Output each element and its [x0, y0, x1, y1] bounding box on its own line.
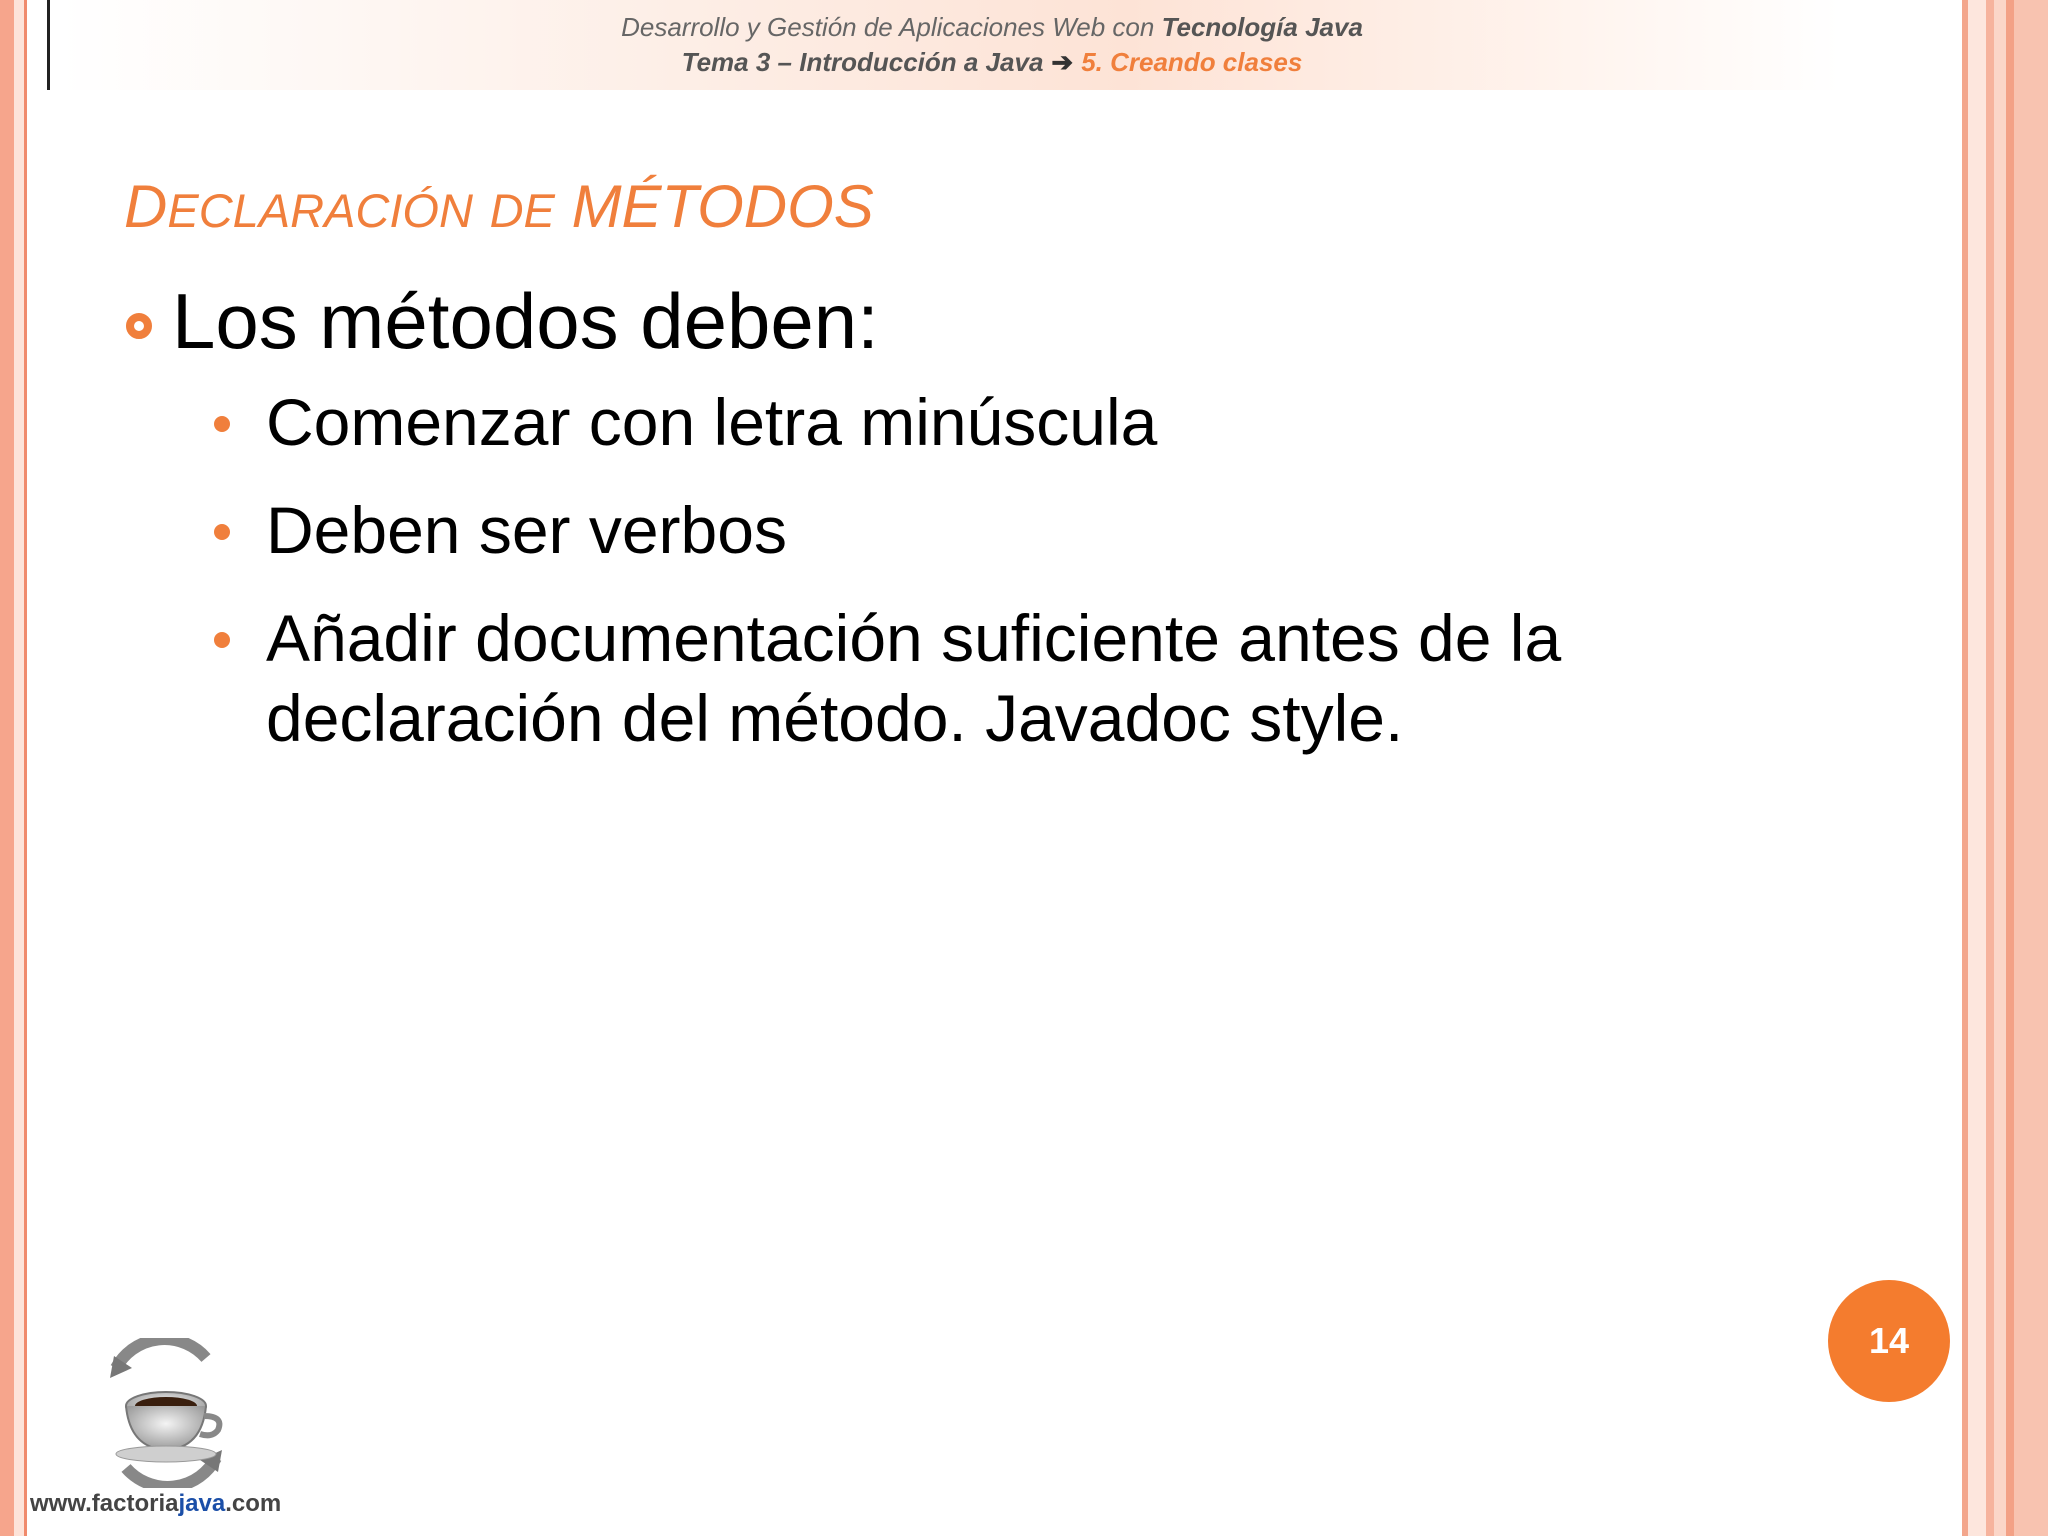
footer-url-prefix: www.factoria: [30, 1490, 179, 1517]
list-item-text: Deben ser verbos: [266, 493, 787, 567]
course-title: [0, 12, 1984, 43]
title-connector: DE: [489, 184, 555, 237]
lesson-name: Tema 3 – Introducción a Java: [681, 47, 1044, 77]
title-last-word: MÉTODOS: [571, 173, 874, 240]
lesson-breadcrumb: [0, 47, 1984, 78]
list-item: [210, 382, 1770, 462]
course-title-prefix: Desarrollo y Gestión de Aplicaciones Web con: [621, 12, 1162, 42]
sub-bullet-list: [210, 382, 1770, 786]
left-border-stripe: [14, 0, 24, 1536]
list-item-text: Añadir documentación suficiente antes de la declaración del método. Javadoc style.: [266, 601, 1562, 755]
page-number: 14: [1868, 1320, 1910, 1361]
main-bullet: [126, 276, 879, 367]
main-bullet-text: Los métodos deben:: [172, 277, 879, 365]
right-border-stripe: [2006, 0, 2014, 1536]
footer-url-suffix: .com: [225, 1490, 282, 1517]
arrow-right-icon: ➔: [1051, 47, 1074, 77]
footer-url: [30, 1490, 281, 1518]
dot-bullet-icon: [214, 524, 230, 540]
list-item-text: Comenzar con letra minúscula: [266, 385, 1158, 459]
dot-bullet-icon: [214, 632, 230, 648]
slide-title: [124, 172, 874, 241]
coffee-cup-logo-icon: [86, 1338, 246, 1488]
left-border-line: [24, 0, 27, 1536]
list-item: [210, 598, 1770, 758]
footer-url-mid: java: [178, 1490, 226, 1517]
ring-bullet-icon: [126, 313, 152, 339]
page-number-badge: [1828, 1280, 1950, 1402]
title-initial: D: [124, 173, 168, 240]
list-item: [210, 490, 1770, 570]
dot-bullet-icon: [214, 416, 230, 432]
lesson-topic: 5. Creando clases: [1081, 47, 1303, 77]
title-word-rest: ECLARACIÓN: [167, 184, 473, 237]
right-border-stripe: [1994, 0, 2006, 1536]
left-border-stripe: [0, 0, 14, 1536]
course-title-bold: Tecnología Java: [1161, 12, 1363, 42]
right-border-stripe: [1986, 0, 1994, 1536]
right-border-stripe: [1968, 0, 1986, 1536]
right-border-stripe: [2014, 0, 2048, 1536]
